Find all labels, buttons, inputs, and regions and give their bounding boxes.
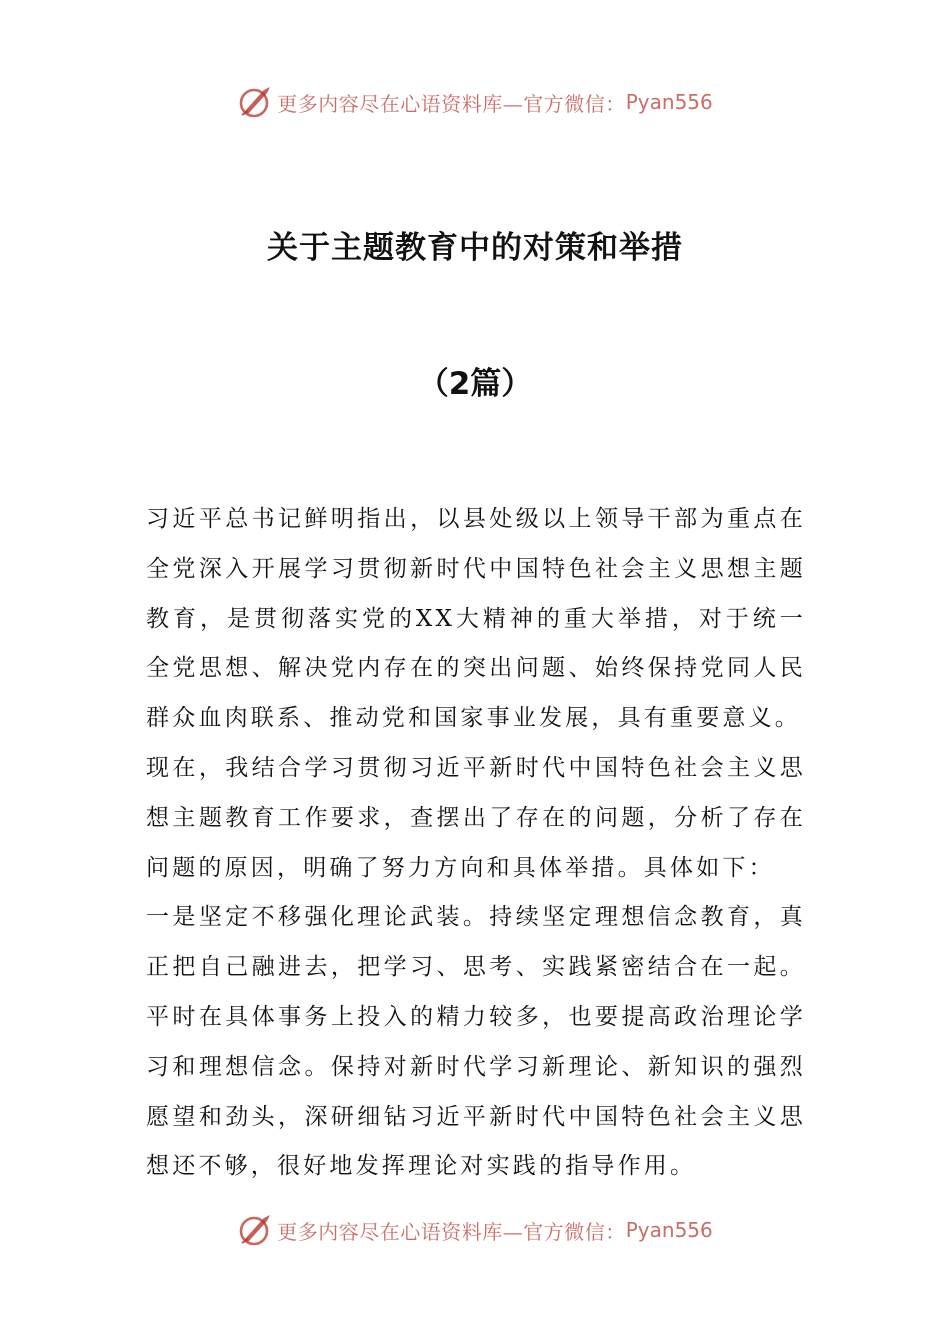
paragraph-2: 现在，我结合学习贯彻习近平新时代中国特色社会主义思想主题教育工作要求，查摆出了存在的问题，分析了存在问题的原因，明确了努力方向和具体举措。具体如下： (146, 754, 806, 881)
header-banner-site-text: 更多内容尽在心语资料库—官方微信： (277, 91, 626, 116)
footer-banner (0, 1210, 950, 1250)
document-title: 关于主题教育中的对策和举措 (267, 230, 683, 266)
document-body (146, 495, 806, 1192)
paragraph-3: 一是坚定不移强化理论武装。持续坚定理想信念教育，真正把自己融进去，把学习、思考、实践紧密结合在一起。平时在具体事务上投入的精力较多，也要提高政治理论学习和理想信念。保持对新时代学习新理论、新知识的强烈愿望和劲头，深研细钻习近平新时代中国特色社会主义思想还不够，很好地发挥理论对实践的指导作用。 (146, 904, 806, 1180)
paragraph-1: 习近平总书记鲜明指出，以县处级以上领导干部为重点在全党深入开展学习贯彻新时代中国特色社会主义思想主题教育，是贯彻落实党的XX大精神的重大举措，对于统一全党思想、解决党内存在的突出问题、始终保持党同人民群众血肉联系、推动党和国家事业发展，具有重要意义。 (146, 506, 806, 732)
document-subtitle: （2篇） (417, 366, 533, 402)
header-banner-wechat-id: Pyan556 (625, 90, 713, 114)
footer-banner-wechat-id: Pyan556 (625, 1218, 713, 1242)
quill-pen-logo-icon (237, 84, 273, 120)
quill-pen-logo-icon (237, 1212, 273, 1248)
footer-banner-site-text: 更多内容尽在心语资料库—官方微信： (277, 1219, 626, 1244)
header-banner (0, 82, 950, 122)
